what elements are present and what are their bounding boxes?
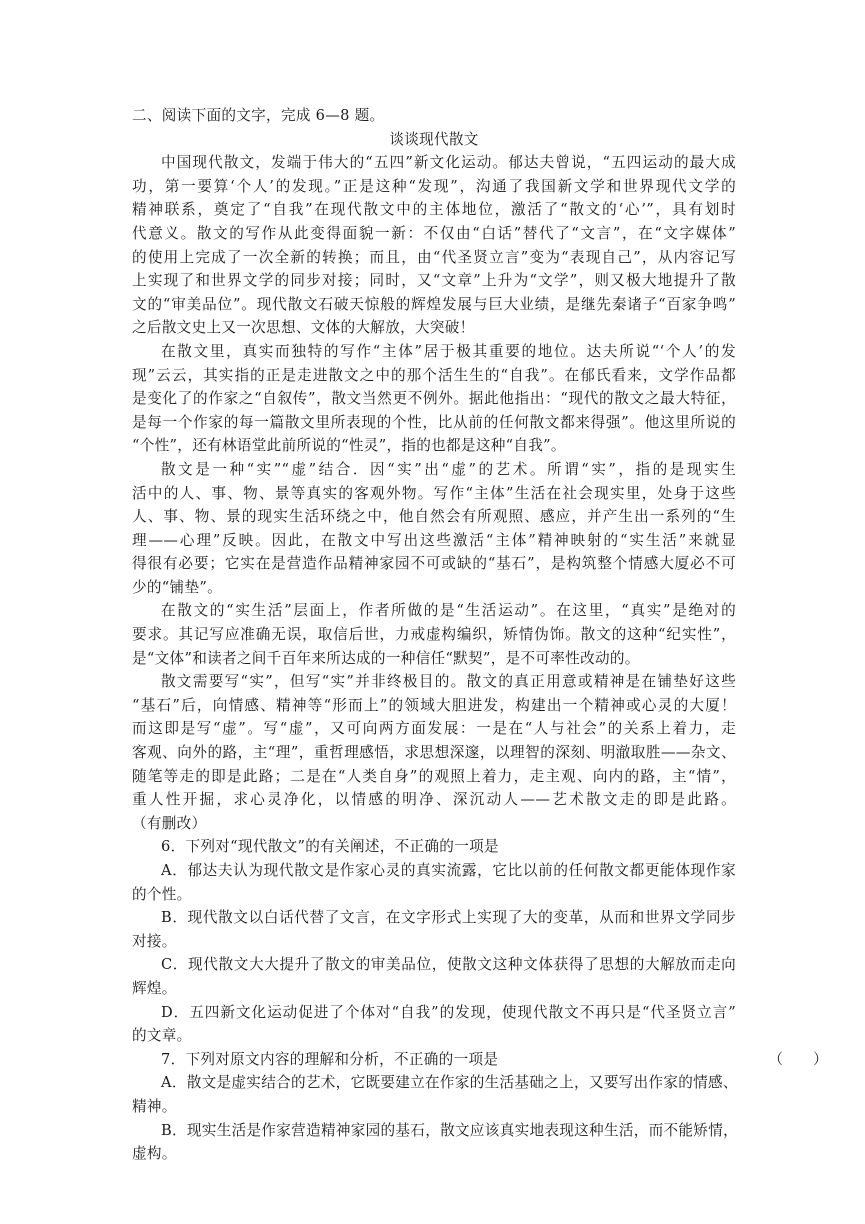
paragraph-line: 的使用上完成了一次全新的转换；而且，由“代圣贤立言”变为“表现自己”，从内容记写 xyxy=(132,248,736,266)
paragraph-line: “个性”，还有林语堂此前所说的“性灵”，指的也都是这种“自我”。 xyxy=(132,437,566,455)
question xyxy=(132,1048,828,1166)
paragraph-line: 要求。其记写应准确无误，取信后世，力戒虚构编织，矫情伪饰。散文的这种“纪实性”， xyxy=(132,626,736,644)
option-line: 的个性。 xyxy=(132,885,192,903)
paragraph-line: 少的“铺垫”。 xyxy=(132,578,222,596)
paragraph-line: 人、事、物、景的现实生活环绕之中，他自然会有所观照、感应，并产生出一系列的“生 xyxy=(132,508,736,526)
question-stem-text: 6．下列对“现代散文”的有关阐述，不正确的一项是 xyxy=(161,838,499,856)
option-line: A．郁达夫认为现代散文是作家心灵的真实流露，它比以前的任何散文都更能体现作家 xyxy=(161,862,736,879)
option[interactable] xyxy=(132,906,736,953)
question-list xyxy=(132,835,828,1165)
paragraph-line: 中国现代散文，发端于伟大的“五四”新文化运动。郁达夫曾说，“五四运动的最大成 xyxy=(161,154,736,172)
paragraph-line: 是“文体”和读者之间千百年来所达成的一种信任“默契”，是不可率性改动的。 xyxy=(132,649,640,667)
option-line: 精神。 xyxy=(132,1097,177,1115)
paragraph-line: 之后散文史上又一次思想、文体的大解放，大突破！ xyxy=(132,319,475,337)
paragraph-line: 客观、向外的路，主“理”，重哲理感悟，求思想深邃，以理智的深刻、明澈取胜——杂文、 xyxy=(132,744,736,762)
paragraph-line: 文的“审美品位”。现代散文石破天惊般的辉煌发展与巨大业绩，是继先秦诸子“百家争鸣” xyxy=(132,295,736,313)
option-line: 对接。 xyxy=(132,932,177,950)
option[interactable] xyxy=(132,1119,736,1166)
paragraph-line: 现”云云，其实指的正是走进散文之中的那个活生生的“自我”。在郁氏看来，文学作品都 xyxy=(132,366,736,384)
paragraph-line: 而这即是写“虚”。写“虚”，又可向两方面发展：一是在“人与社会”的关系上着力，走 xyxy=(132,720,736,738)
paragraph-line: 散文是一种“实”“虚”结合．因“实”出“虚”的艺术。所谓“实”，指的是现实生 xyxy=(161,460,736,478)
option[interactable] xyxy=(132,1071,736,1118)
question-stem xyxy=(132,1048,828,1072)
option-line: C．现代散文大大提升了散文的审美品位，使散文这种文体获得了思想的大解放而走向 xyxy=(161,956,736,974)
answer-bracket[interactable]: （ ） xyxy=(768,1050,828,1068)
article-title: 谈谈现代散文 xyxy=(389,130,479,148)
paragraph-line: 重人性开掘，求心灵净化，以情感的明净、深沉动人——艺术散文走的即是此路。 xyxy=(132,791,736,809)
article-body xyxy=(132,151,736,835)
paragraph-line: 随笔等走的即是此路；二是在“人类自身”的观照上着力，走主观、向内的路，主“情”， xyxy=(132,767,736,785)
option-line: B．现代散文以白话代替了文言，在文字形式上实现了大的变革，从而和世界文学同步 xyxy=(161,909,736,927)
option-line: B．现实生活是作家营造精神家园的基石，散文应该真实地表现这种生活，而不能矫情， xyxy=(161,1121,738,1139)
paragraph-line: “基石”后，向情感、精神等“形而上”的领域大胆进发，构建出一个精神或心灵的大厦！ xyxy=(132,696,736,714)
paragraph xyxy=(132,458,736,600)
paragraph-line: （有删改） xyxy=(132,814,207,832)
paragraph xyxy=(132,599,736,670)
option[interactable] xyxy=(132,953,736,1000)
paragraph-line: 活中的人、事、物、景等真实的客观外物。写作“主体”生活在社会现实里，处身于这些 xyxy=(132,484,736,502)
paragraph-line: 上实现了和世界文学的同步对接；同时，又“文章”上升为“文学”，则又极大地提升了散 xyxy=(132,272,736,290)
paragraph xyxy=(132,670,736,835)
section-heading: 二、阅读下面的文字，完成 6—8 题。 xyxy=(132,107,385,124)
option-line: 的文章。 xyxy=(132,1027,192,1045)
option-line: 虚构。 xyxy=(132,1145,177,1163)
question-stem-text: 7．下列对原文内容的理解和分析，不正确的一项是 xyxy=(161,1050,499,1068)
paragraph-line: 得很有必要；它实在是营造作品精神家园不可或缺的“基石”，是构筑整个情感大厦必不可 xyxy=(132,555,736,573)
paragraph-line: 是每一个作家的每一篇散文里所表现的个性，比从前的任何散文都来得强”。他这里所说的 xyxy=(132,413,736,431)
paragraph-line: 在散文的“实生活”层面上，作者所做的是“生活运动”。在这里，“真实”是绝对的 xyxy=(161,602,736,620)
paragraph-line: 精神联系，奠定了“自我”在现代散文中的主体地位，激活了“散文的‘心’”，具有划时 xyxy=(132,201,736,219)
option[interactable] xyxy=(132,859,736,906)
option-line: 辉煌。 xyxy=(132,979,177,997)
paragraph-line: 代意义。散文的写作从此变得面貌一新：不仅由“白话”替代了“文言”，在“文字媒体” xyxy=(132,224,736,242)
paragraph-line: 是变化了的作家之“自叙传”，散文当然更不例外。据此他指出：“现代的散文之最大特征， xyxy=(132,390,736,408)
paragraph-line: 散文需要写“实”，但写“实”并非终极目的。散文的真正用意或精神是在铺垫好这些 xyxy=(161,673,736,691)
option[interactable] xyxy=(132,1001,736,1048)
paragraph-line: 理——心理”反映。因此，在散文中写出这些激活“主体”精神映射的“实生活”来就显 xyxy=(132,531,736,549)
paragraph xyxy=(132,340,736,458)
question-stem xyxy=(132,835,736,859)
option-line: A．散文是虚实结合的艺术，它既要建立在作家的生活基础之上，又要写出作家的情感、 xyxy=(161,1074,738,1092)
paragraph-line: 功，第一要算‘个人’的发现。”正是这种“发现”，沟通了我国新文学和世界现代文学的 xyxy=(132,177,736,195)
exam-page xyxy=(132,104,828,1166)
question xyxy=(132,835,736,1047)
paragraph xyxy=(132,151,736,340)
option-line: D．五四新文化运动促进了个体对“自我”的发现，使现代散文不再只是“代圣贤立言” xyxy=(161,1003,736,1021)
paragraph-line: 在散文里，真实而独特的写作“主体”居于极其重要的地位。达夫所说“‘个人’的发 xyxy=(161,342,736,360)
